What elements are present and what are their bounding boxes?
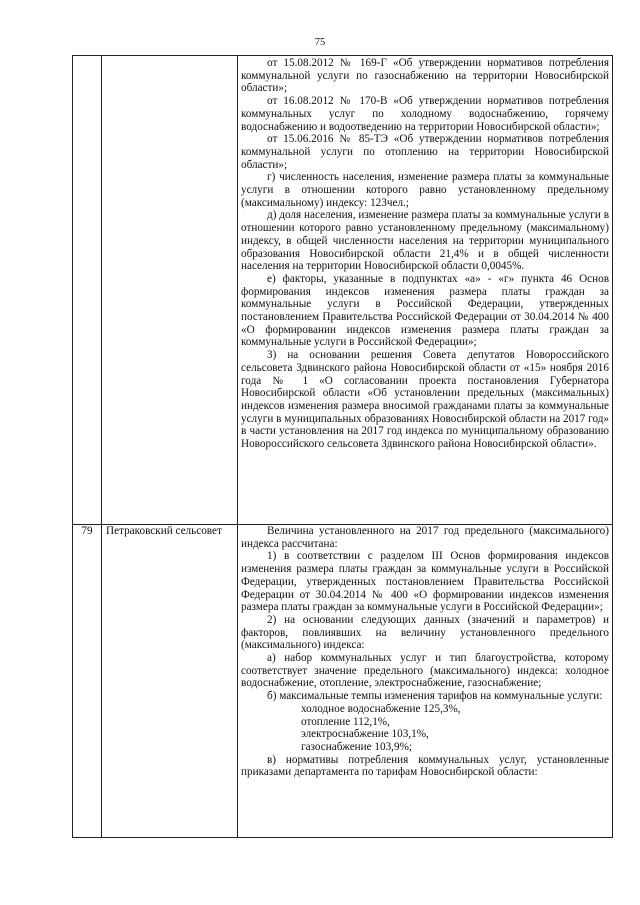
page-number: 75 [314,37,326,48]
paragraph: Величина установленного на 2017 год предельного (максимального) индекса рассчитана: [241,525,609,550]
paragraph: от 15.06.2016 № 85-ТЭ «Об утверждении нормативов потребления коммунальной услуги по отоплению на территории Новосибирской области»; [241,133,609,171]
paragraph: б) максимальные темпы изменения тарифов на коммунальные услуги: [267,690,603,703]
row-79-description [241,525,609,779]
row-number: 79 [81,525,93,537]
paragraph: 2) на основании следующих данных (значений и параметров) и факторов, повлиявших на величину установленного предельного (максимального) индекса: [241,613,609,652]
paragraph: от 15.08.2012 № 169-Г «Об утверждении нормативов потребления коммунальной услуги по газоснабжению на территории Новосибирской области»; [241,57,609,95]
paragraph: д) доля населения, изменение размера платы за коммунальные услуги в отношении которого равно установленному предельному (максимальному) индексу, в общей численности населения на территории муниципального образования Новосибирской области 21,4% и в общей численности населения на территории Новосибирской области 0,0045%. [241,209,609,273]
tariff-item: отопление 112,1%, [301,715,390,728]
tariff-item: холодное водоснабжение 125,3%, [301,702,461,715]
column-divider [237,56,238,837]
paragraph: 1) в соответствии с разделом III Основ формирования индексов изменения размера платы граждан за коммунальные услуги в Российской Федерации, утвержденных постановлением Правительства Российской Федерации от 30.04.2014 № 400 «О формировании индексов изменения размера платы граждан за коммунальные услуги в Российской Федерации»; [241,550,609,614]
paragraph: в) нормативы потребления коммунальных услуг, установленные приказами департамента по тарифам Новосибирской области: [241,753,609,779]
municipality-name: Петраковский сельсовет [106,525,222,537]
paragraph: а) набор коммунальных услуг и тип благоустройства, которому соответствует значение предельного (максимального) индекса: холодное водоснабжение, отопление, электроснабжение, газоснабжение; [241,652,609,690]
tariff-item: газоснабжение 103,9%; [301,740,412,753]
previous-row-description [241,57,609,451]
paragraph: г) численность населения, изменение размера платы за коммунальные услуги в отношении которого равно установленному предельному (максимальному) индексу: 123чел.; [241,171,609,209]
column-divider [101,56,102,837]
paragraph: е) факторы, указанные в подпунктах «а» - «г» пункта 46 Основ формирования индексов изменения размера платы граждан за коммунальные услуги в Российской Федерации, утвержденных постановлением Правительства Российской Федерации от 30.04.2014 № 400 «О формировании индексов изменения размера платы граждан за коммунальные услуги в Российской Федерации»; [241,272,609,349]
tariff-item: электроснабжение 103,1%, [301,728,429,741]
document-table [72,55,613,838]
paragraph: 3) на основании решения Совета депутатов Новороссийского сельсовета Здвинского района Новосибирской области от «15» ноября 2016 года № 1 «О согласовании проекта постановления Губернатора Новосибирской области «Об установлении предельных (максимальных) индексов изменения размера вносимой гражданами платы за коммунальные услуги в муниципальных образованиях Новосибирской области на 2017 год» в части установления на 2017 год индекса по муниципальному образованию Новороссийского сельсовета Здвинского района Новосибирской области». [241,349,610,451]
paragraph: от 16.08.2012 № 170-В «Об утверждении нормативов потребления коммунальных услуг по холодному водоснабжению, горячему водоснабжению и водоотведению на территории Новосибирской области»; [241,95,609,133]
